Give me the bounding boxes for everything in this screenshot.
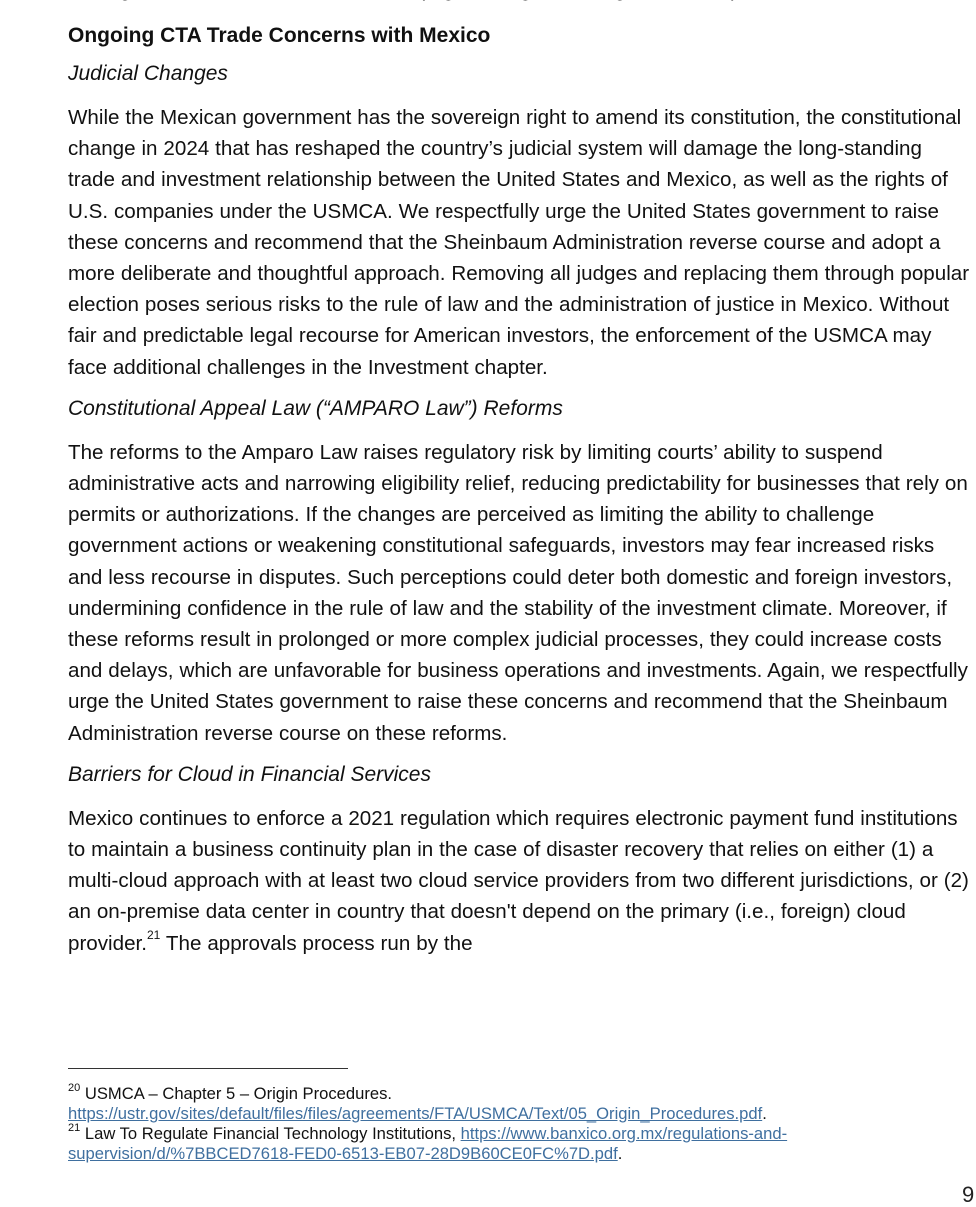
page-number: 9 xyxy=(962,1182,975,1207)
paragraph-cloud-text-before-reference: Mexico continues to enforce a 2021 regulation which requires electronic payment fund institutions to maintain a business continuity plan in the case of disaster recovery that relies on either (1) a multi-cloud approach with at least two cloud service providers from two different jurisdictions, or (2) an on-premise data center in country that doesn't depend on the primary (i.e., foreign) cloud provider. xyxy=(68,806,969,955)
subheading-amparo-law: Constitutional Appeal Law (“AMPARO Law”) Reforms xyxy=(68,396,563,420)
cut-off-text xyxy=(68,0,738,2)
footnote-link[interactable]: https://www.banxico.org.mx/regulations-and-supervision/d/%7BBCED7618-FED0-6513-EB07-28D9B60CE0FC%7D.pdf xyxy=(68,1124,788,1163)
footnote-21 xyxy=(68,1124,958,1164)
footnote-trailing-punctuation: . xyxy=(617,1144,623,1163)
footnote-trailing-punctuation: . xyxy=(762,1104,767,1123)
paragraph-judicial-changes: While the Mexican government has the sovereign right to amend its constitution, the constitutional change in 2024 that has reshaped the country’s judicial system will damage the long-standing trade and investment relationship between the United States and Mexico, as well as the rights of U.S. companies under the USMCA. We respectfully urge the United States government to raise these concerns and recommend that the Sheinbaum Administration reverse course and adopt a more deliberate and thoughtful approach. Removing all judges and replacing them through popular election poses serious risks to the rule of law and the administration of justice in Mexico. Without fair and predictable legal recourse for American investors, the enforcement of the USMCA may face additional challenges in the Investment chapter. xyxy=(68,106,970,379)
footnote-number: 20 xyxy=(68,1082,81,1094)
footnote-20 xyxy=(68,1084,958,1124)
paragraph-cloud-text-after-reference: The approvals process run by the xyxy=(160,931,473,955)
section-title: Ongoing CTA Trade Concerns with Mexico xyxy=(68,24,491,47)
footnote-reference-21: 21 xyxy=(147,927,161,942)
subheading-cloud-barriers: Barriers for Cloud in Financial Services xyxy=(68,762,431,786)
footnotes xyxy=(68,1084,958,1164)
cut-off-previous-line xyxy=(0,0,976,6)
footnote-text: Law To Regulate Financial Technology Institutions, xyxy=(84,1124,461,1143)
main-content xyxy=(68,22,974,971)
paragraph-amparo-law: The reforms to the Amparo Law raises regulatory risk by limiting courts’ ability to suspend administrative acts and narrowing eligibility relief, reducing predictability for businesses that rely on permits or authorizations. If the changes are perceived as limiting the ability to challenge government actions or weakening constitutional safeguards, investors may fear increased risks and less recourse in disputes. Such perceptions could deter both domestic and foreign investors, undermining confidence in the rule of law and the stability of the investment climate. Moreover, if these reforms result in prolonged or more complex judicial processes, they could increase costs and delays, which are unfavorable for business operations and investments. Again, we respectfully urge the United States government to raise these concerns and recommend that the Sheinbaum Administration reverse course on these reforms. xyxy=(68,440,968,745)
footnote-text: USMCA – Chapter 5 – Origin Procedures. xyxy=(84,1084,392,1103)
subheading-judicial-changes: Judicial Changes xyxy=(68,62,228,85)
paragraph-cloud-barriers xyxy=(68,803,974,959)
footnote-link[interactable]: https://ustr.gov/sites/default/files/files/agreements/FTA/USMCA/Text/05_Origin_Procedures.pdf xyxy=(68,1104,763,1123)
footnote-number: 21 xyxy=(68,1122,81,1134)
footnote-divider xyxy=(68,1068,348,1069)
